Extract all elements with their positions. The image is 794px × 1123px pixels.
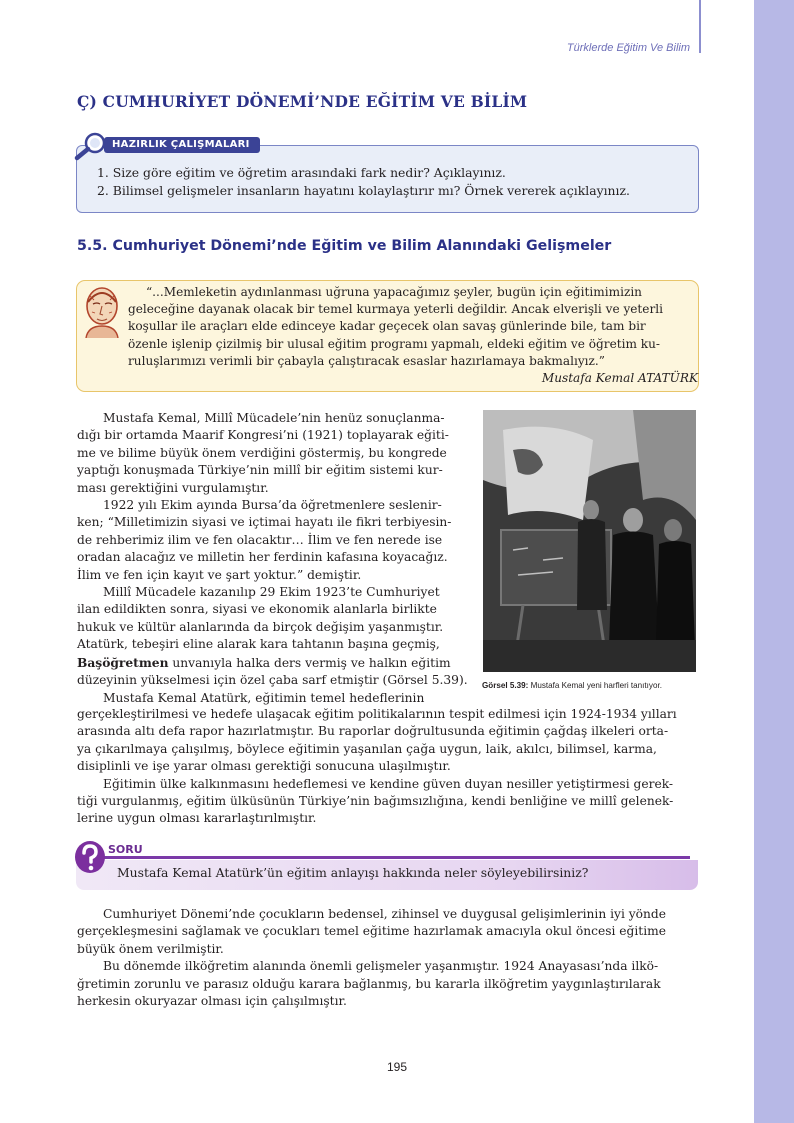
text-line: ken; “Milletimizin siyasi ve içtimai hayatı ile fikri terbiyesin- [77, 515, 452, 530]
text-line: me ve bilime büyük önem verdiğini göstermiş, bu kongrede [77, 445, 447, 460]
text-line: yaptığı konuşmada Türkiye’nin millî bir eğitim sistemi kur- [77, 463, 443, 478]
text-line: dığı bir ortamda Maarif Kongresi’ni (1921) toplayarak eğiti- [77, 428, 449, 443]
body-bottom-text [77, 906, 699, 1010]
page-number: 195 [386, 1060, 408, 1074]
question-text: Mustafa Kemal Atatürk’ün eğitim anlayışı hakkında neler söyleyebilirsiniz? [117, 865, 589, 880]
text-line: gerçekleştirilmesi ve hedefe ulaşacak eğitim politikalarının tespit edilmesi için 1924-1934 yılları [77, 707, 677, 721]
text-line: ması gerektiğini vurgulamıştır. [77, 480, 269, 495]
text-fragment: unvanıyla halka ders vermiş ve halkın eğitim [168, 655, 451, 670]
question-label: SORU [108, 843, 143, 856]
figure-label: Görsel 5.39: [482, 681, 529, 690]
preparation-label: HAZIRLIK ÇALIŞMALARI [104, 137, 260, 153]
text-line: herkesin okuryazar olması için çalışılmıştır. [77, 994, 347, 1009]
quote-line: koşullar ile araçları elde edinceye kadar geçecek olan savaş günlerinde bile, tam bir [128, 319, 646, 334]
magnifier-icon [73, 131, 107, 161]
page-side-band [754, 0, 794, 1123]
body-column-text [77, 410, 468, 707]
figure-caption-text: Mustafa Kemal yeni harfleri tanıtıyor. [528, 681, 662, 690]
preparation-list [97, 164, 630, 199]
text-line: de rehberimiz ilim ve fen olacaktır… İlim ve fen nerede ise [77, 532, 443, 547]
text-line: Cumhuriyet Dönemi’nde çocukların bedensel, zihinsel ve duygusal gelişimlerinin iyi yönde [103, 907, 667, 921]
quote-author: Mustafa Kemal ATATÜRK [541, 371, 698, 385]
text-line: arasında altı defa rapor hazırlatmıştır. Bu raporlar doğrultusunda eğitimin çağdaş ilkeleri orta- [77, 724, 669, 739]
text-line: büyük önem verilmiştir. [77, 941, 224, 956]
text-line: Mustafa Kemal, Millî Mücadele’nin henüz sonuçlanma- [103, 411, 445, 425]
text-line: ğretimin zorunlu ve parasız olduğu karara bağlanmış, bu kararla ilköğretim yaygınlaştırılarak [77, 976, 661, 991]
text-line: gerçekleşmesini sağlamak ve çocukları temel eğitime hazırlamak amacıyla okul öncesi eğitime [77, 924, 667, 939]
text-line: İlim ve fen için kayıt ve şart yoktur.” demiştir. [77, 567, 362, 582]
quote-line: özenle işlenip çizilmiş bir ulusal eğitim programı yapmalı, eldeki eğitim ve öğretim ku- [128, 336, 660, 351]
text-line: oradan alacağız ve milletin her ferdinin kafasına koyacağız. [77, 550, 448, 565]
running-header: Türklerde Eğitim Ve Bilim [566, 42, 690, 54]
quote-line: ruluşlarımızı verimli bir çabayla çalıştıracak esaslar hazırlamaya bakmalıyız.” [128, 353, 605, 368]
text-line: Atatürk, tebeşiri eline alarak kara tahtanın başına geçmiş, [77, 637, 440, 652]
text-line: 1922 yılı Ekim ayında Bursa’da öğretmenlere seslenir- [103, 498, 442, 513]
historic-photo [483, 410, 696, 672]
preparation-item: 2. Bilimsel gelişmeler insanların hayatını kolaylaştırır mı? Örnek vererek açıklayınız. [97, 182, 630, 198]
text-line: disiplinli ve işe yarar olması gerektiği sonucuna ulaşılmıştır. [77, 759, 451, 774]
text-line: Bu dönemde ilköğretim alanında önemli gelişmeler yaşanmıştır. 1924 Anayasası’nda ilkö- [103, 959, 659, 974]
text-line: düzeyinin yükselmesi için özel çaba sarf etmiştir (Görsel 5.39). [77, 673, 468, 688]
section-title: Ç) CUMHURİYET DÖNEMİ’NDE EĞİTİM VE BİLİM [77, 92, 528, 111]
text-line: lerine uygun olması kararlaştırılmıştır. [77, 811, 317, 826]
text-line: Millî Mücadele kazanılıp 29 Ekim 1923’te Cumhuriyet [103, 585, 440, 600]
text-line: ilan edildikten sonra, siyasi ve ekonomik alanlarla birlikte [77, 602, 437, 617]
quote-line: geleceğine dayanak olacak bir temel kurmaya yeterli değildir. Ancak elverişli ve yeterli [128, 302, 663, 317]
text-line: ya çıkarılmaya çalışılmış, böylece eğitimin yaşanılan çağa uygun, laik, akılcı, bilimsel, karma, [77, 741, 657, 756]
text-line: Eğitimin ülke kalkınmasını hedeflemesi ve kendine güven duyan nesiller yetiştirmesi gerek- [103, 776, 674, 791]
header-divider [699, 0, 701, 53]
ataturk-portrait-icon [78, 282, 126, 338]
text-line: hukuk ve kültür alanlarında da birçok değişim yaşanmıştır. [77, 619, 444, 634]
quote-text [128, 284, 686, 370]
figure-caption [482, 681, 698, 690]
question-mark-icon [74, 840, 106, 876]
text-line: tiği vurgulanmış, eğitim ülküsünün Türkiye’nin bağımsızlığına, kendi benliğine ve millî gelenek- [77, 794, 674, 809]
question-divider [100, 856, 690, 859]
bold-term: Başöğretmen [77, 654, 169, 670]
subsection-title: 5.5. Cumhuriyet Dönemi’nde Eğitim ve Bilim Alanındaki Gelişmeler [77, 238, 612, 254]
preparation-item: 1. Size göre eğitim ve öğretim arasındaki fark nedir? Açıklayınız. [97, 165, 506, 180]
text-line [77, 654, 464, 672]
body-full-text [77, 706, 699, 828]
quote-line: “...Memleketin aydınlanması uğruna yapacağımız şeyler, bugün için eğitimimizin [146, 285, 642, 299]
text-line: Mustafa Kemal Atatürk, eğitimin temel hedeflerinin [103, 690, 425, 705]
